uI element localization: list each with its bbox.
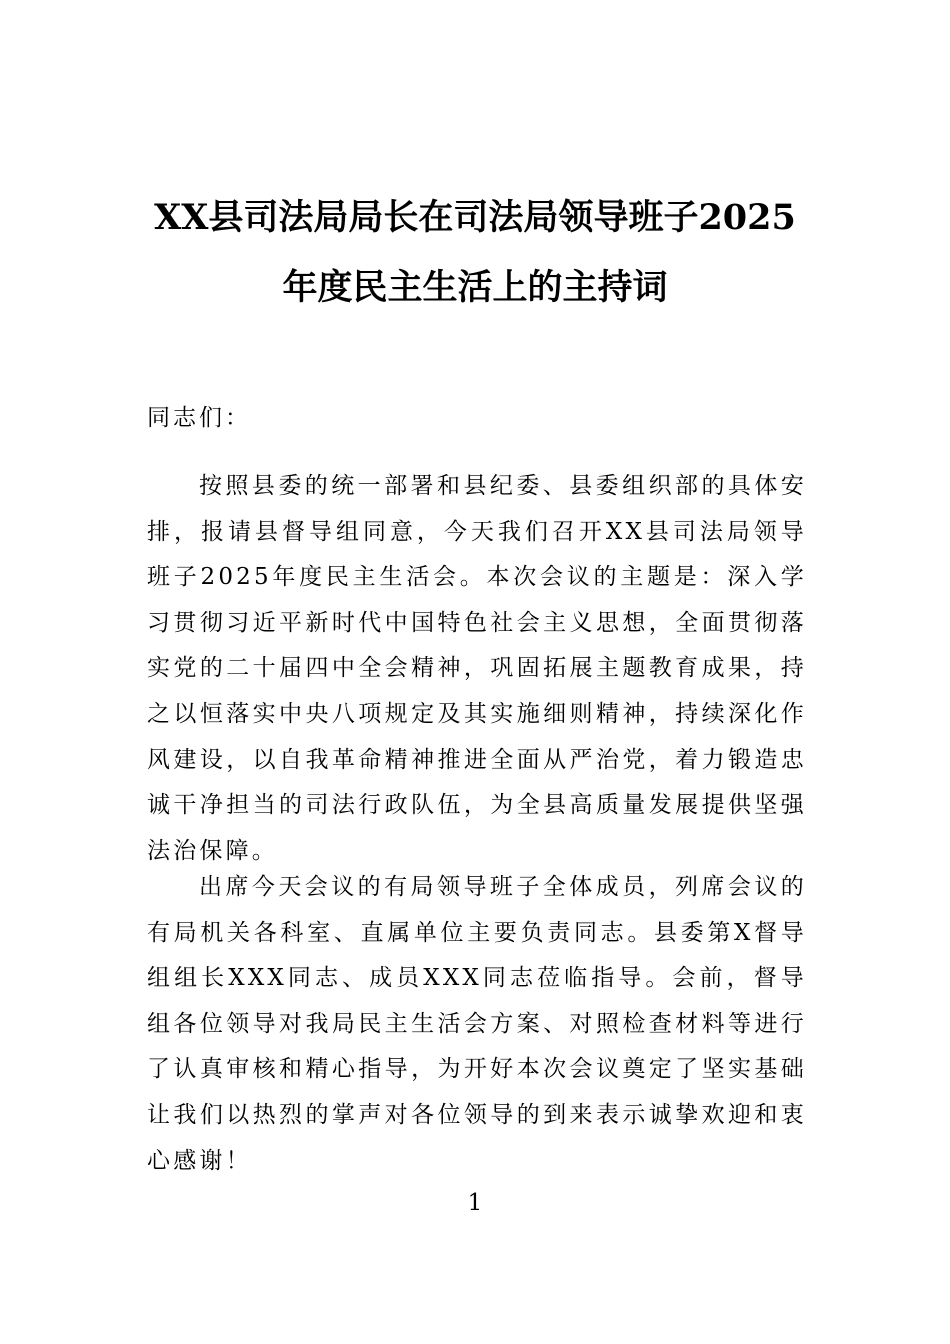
page-number: 1 — [467, 1190, 483, 1216]
paragraph-1: 按照县委的统一部署和县纪委、县委组织部的具体安排，报请县督导组同意，今天我们召开XX县司法局领导班子2025年度民主生活会。本次会议的主题是：深入学习贯彻习近平新时代中国特色社会主义思想，全面贯彻落实党的二十届四中全会精神，巩固拓展主题教育成果，持之以恒落实中央八项规定及其实施细则精神，持续深化作风建设，以自我革命精神推进全面从严治党，着力锻造忠诚干净担当的司法行政队伍，为全县高质量发展提供坚强法治保障。 — [147, 473, 807, 864]
paragraph-2: 出席今天会议的有局领导班子全体成员，列席会议的有局机关各科室、直属单位主要负责同志。县委第X督导组组长XXX同志、成员XXX同志莅临指导。会前，督导组各位领导对我局民主生活会方案、对照检查材料等进行了认真审核和精心指导，为开好本次会议奠定了坚实基础让我们以热烈的掌声对各位领导的到来表示诚挚欢迎和衷心感谢！ — [147, 874, 807, 1174]
document-title-line-2: 年度民主生活上的主持词 — [282, 267, 668, 308]
salutation: 同志们： — [147, 405, 251, 431]
document-title-line-1: XX县司法局局长在司法局领导班子2025 — [154, 197, 796, 238]
